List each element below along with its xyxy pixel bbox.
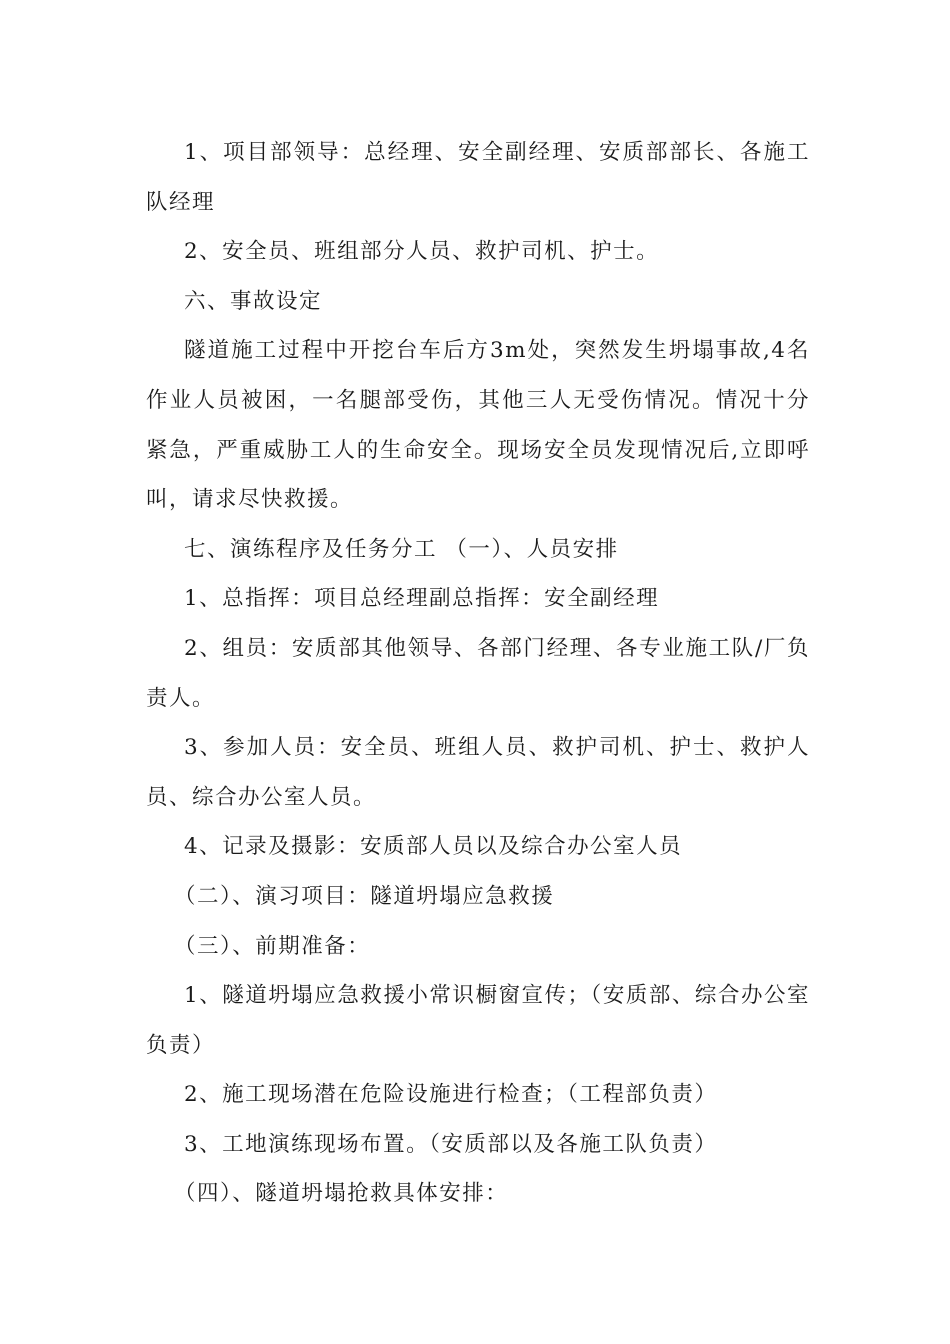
heading-drill-procedure: 七、演练程序及任务分工 （一）、人员安排: [184, 536, 619, 562]
paragraph-prep-site-layout: 3、工地演练现场布置。（安质部以及各施工队负责）: [184, 1131, 718, 1157]
paragraph-participants: 3、参加人员：安全员、班组人员、救护司机、护士、救护人员、综合办公室人员。: [146, 735, 810, 810]
heading-rescue-arrangement: （四）、隧道坍塌抢救具体安排：: [174, 1181, 509, 1207]
paragraph-prep-inspection: 2、施工现场潜在危险设施进行检查；（工程部负责）: [184, 1082, 718, 1108]
paragraph-prep-publicity: 1、隧道坍塌应急救援小常识橱窗宣传；（安质部、综合办公室负责）: [146, 983, 810, 1058]
paragraph-commander: 1、总指挥：项目总经理副总指挥：安全副经理: [184, 586, 660, 612]
paragraph-recording: 4、记录及摄影：安质部人员以及综合办公室人员: [184, 834, 683, 860]
paragraph-accident-description: 隧道施工过程中开挖台车后方3m处，突然发生坍塌事故,4名作业人员被困，一名腿部受伤，其他三人无受伤情况。情况十分紧急，严重威胁工人的生命安全。现场安全员发现情况后,立即呼叫，请求尽快救援。: [146, 338, 810, 513]
paragraph-safety-staff: 2、安全员、班组部分人员、救护司机、护士。: [184, 239, 660, 265]
paragraph-members: 2、组员：安质部其他领导、各部门经理、各专业施工队/厂负责人。: [146, 635, 810, 711]
heading-accident-setting: 六、事故设定: [184, 288, 323, 314]
document-body: [146, 128, 810, 1219]
heading-drill-item: （二）、演习项目：隧道坍塌应急救援: [174, 883, 555, 909]
paragraph-leaders: 1、项目部领导：总经理、安全副经理、安质部部长、各施工队经理: [146, 140, 810, 215]
heading-preparation: （三）、前期准备：: [174, 933, 371, 959]
